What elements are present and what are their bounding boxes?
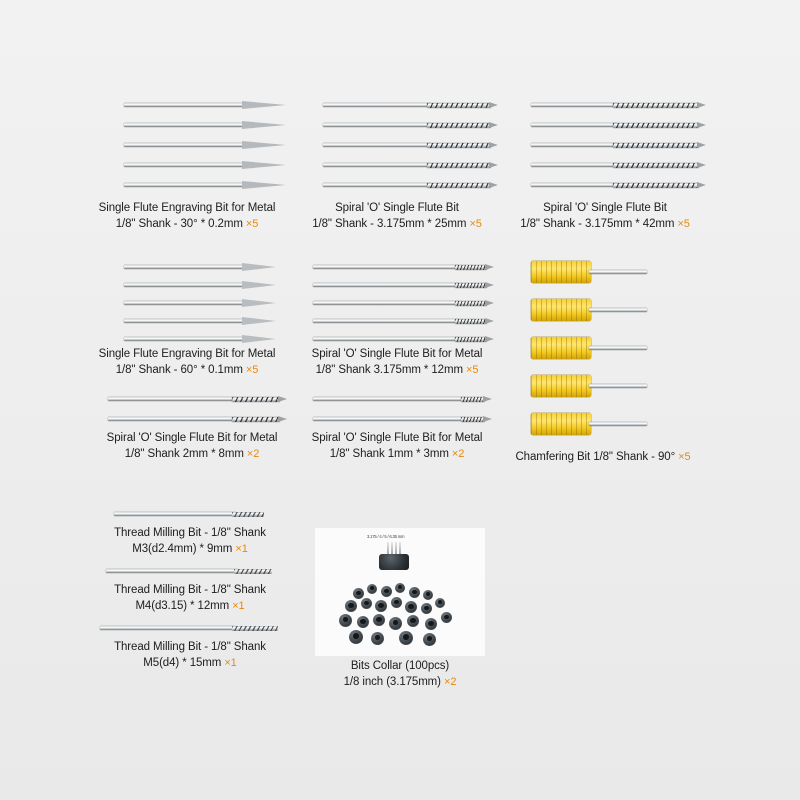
product-spiral-o-42mm	[505, 96, 705, 232]
product-spiral-o-1x3	[297, 390, 497, 462]
product-qty: ×2	[444, 676, 457, 688]
product-title: Spiral 'O' Single Flute Bit for Metal	[311, 432, 483, 444]
product-title: Spiral 'O' Single Flute Bit for Metal	[311, 348, 483, 360]
product-qty: ×2	[246, 448, 260, 460]
product-thread-m3	[92, 505, 288, 557]
product-art-spiral-o-42mm	[505, 96, 705, 200]
product-qty: ×5	[466, 364, 479, 376]
product-art-chamfering-90deg	[503, 255, 703, 449]
product-caption-spiral-o-1x3	[297, 430, 497, 462]
product-title: Thread Milling Bit - 1/8" Shank	[114, 527, 266, 539]
product-art-thread-m4	[92, 562, 288, 582]
product-title: Spiral 'O' Single Flute Bit for Metal	[106, 432, 278, 444]
product-qty: ×2	[451, 448, 465, 460]
product-caption-spiral-o-25mm	[297, 200, 497, 232]
product-qty: ×1	[224, 657, 237, 669]
product-thread-m5	[92, 619, 288, 671]
product-qty: ×5	[245, 218, 259, 230]
product-caption-thread-m4	[92, 582, 288, 614]
product-thread-m4	[92, 562, 288, 614]
product-title: Thread Milling Bit - 1/8" Shank	[114, 584, 266, 596]
product-qty: ×5	[677, 218, 690, 230]
product-qty: ×1	[235, 543, 248, 555]
product-caption-spiral-o-12mm	[297, 346, 497, 378]
product-qty: ×5	[678, 451, 691, 463]
product-caption-bits-collar	[315, 658, 485, 690]
product-spec: 1/8" Shank - 60° * 0.1mm ×5	[115, 364, 259, 376]
product-art-engraving-30deg	[92, 96, 282, 200]
product-title: Bits Collar (100pcs)	[350, 660, 450, 672]
product-caption-spiral-o-42mm	[505, 200, 705, 232]
product-spiral-o-25mm	[297, 96, 497, 232]
product-title: Thread Milling Bit - 1/8" Shank	[114, 641, 266, 653]
product-spec: 1/8" Shank - 30° * 0.2mm ×5	[115, 218, 259, 230]
product-spec: 1/8" Shank 2mm * 8mm ×2	[124, 448, 260, 460]
product-chamfering-90deg	[503, 255, 703, 465]
product-art-thread-m5	[92, 619, 288, 639]
product-spec: Chamfering Bit 1/8" Shank - 90° ×5	[515, 451, 691, 463]
product-spec: M5(d4) * 15mm ×1	[143, 657, 237, 669]
product-spiral-o-2x8	[92, 390, 292, 462]
product-qty: ×1	[232, 600, 245, 612]
product-art-spiral-o-25mm	[297, 96, 497, 200]
product-spec: 1/8" Shank - 3.175mm * 25mm ×5	[312, 218, 482, 230]
product-qty: ×5	[469, 218, 482, 230]
product-spec: M3(d2.4mm) * 9mm ×1	[132, 543, 248, 555]
product-art-spiral-o-12mm	[297, 258, 497, 346]
product-spiral-o-12mm	[297, 258, 497, 378]
product-art-engraving-60deg	[92, 258, 282, 346]
product-title: Single Flute Engraving Bit for Metal	[98, 202, 276, 214]
product-title: Spiral 'O' Single Flute Bit	[335, 202, 459, 214]
product-title: Single Flute Engraving Bit for Metal	[98, 348, 276, 360]
product-art-spiral-o-2x8	[92, 390, 292, 430]
product-spec: M4(d3.15) * 12mm ×1	[135, 600, 245, 612]
product-art-thread-m3	[92, 505, 288, 525]
product-title: Spiral 'O' Single Flute Bit	[543, 202, 667, 214]
product-spec: 1/8" Shank 1mm * 3mm ×2	[329, 448, 465, 460]
product-qty: ×5	[245, 364, 259, 376]
product-engraving-60deg	[92, 258, 282, 378]
product-spec: 1/8 inch (3.175mm) ×2	[343, 676, 457, 688]
product-caption-spiral-o-2x8	[92, 430, 292, 462]
product-bits-collar	[315, 528, 485, 690]
product-engraving-30deg	[92, 96, 282, 232]
product-caption-thread-m3	[92, 525, 288, 557]
product-spec: 1/8" Shank - 3.175mm * 42mm ×5	[520, 218, 690, 230]
product-caption-chamfering-90deg	[503, 449, 703, 465]
product-caption-engraving-60deg	[92, 346, 282, 378]
product-art-bits-collar	[315, 528, 485, 656]
collar-diagram-label: 3.175 / 4 / 5 / 6.35 mm	[367, 534, 405, 539]
product-art-spiral-o-1x3	[297, 390, 497, 430]
product-caption-engraving-30deg	[92, 200, 282, 232]
product-spec: 1/8" Shank 3.175mm * 12mm ×5	[315, 364, 479, 376]
product-caption-thread-m5	[92, 639, 288, 671]
